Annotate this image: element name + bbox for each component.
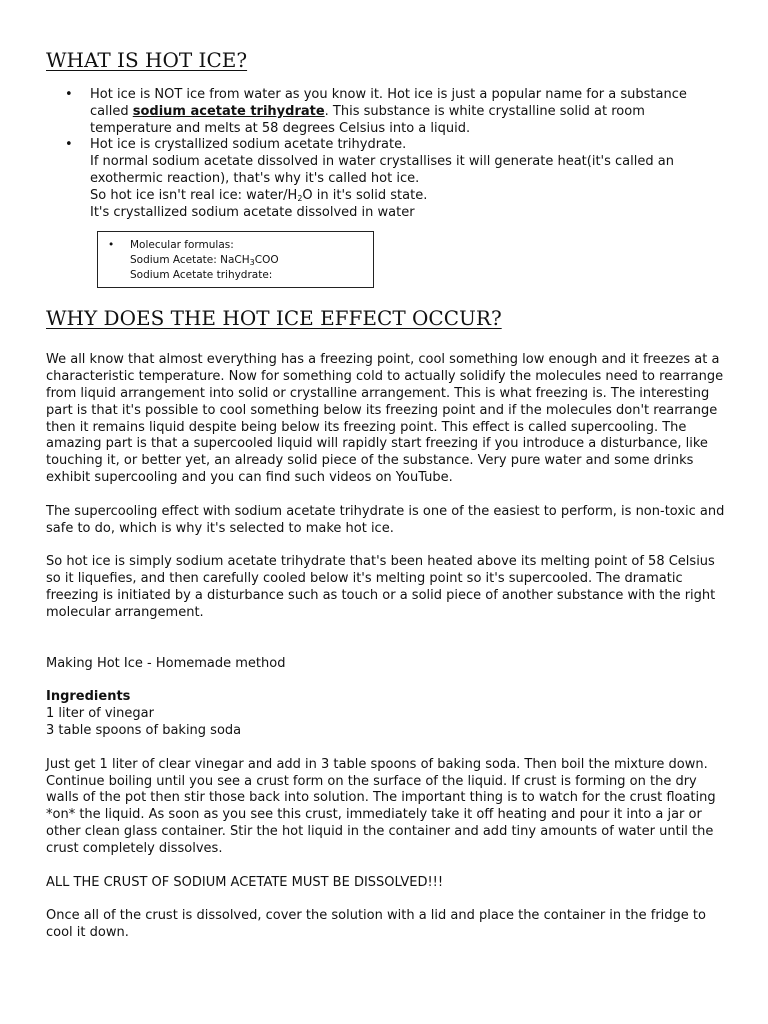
section-title-what-is-hot-ice: WHAT IS HOT ICE? [46,48,248,72]
bullet2-line-1: • Hot ice is crystallized sodium acetate trihydrate. [90,137,407,153]
ingredient-baking-soda: 3 table spoons of baking soda [46,722,242,738]
formula-list [130,238,279,283]
molecular-formulas-box [97,231,374,288]
formula-acetate-subscript: 3 [249,258,255,268]
method-instructions-paragraph: Just get 1 liter of clear vinegar and add in 3 table spoons of baking soda. Then boil the mixture down. Continue boiling until you see a crust form on the surface of the liquid. If crust is forming on the dry walls of the pot then stir those back into solution. The important thing is to watch for the crust floating *on* the liquid. As soon as you see this crust, immediately take it off heating and pour it into a jar or other clean glass container. Stir the hot liquid in the container and add tiny amounts of water until the crust completely dissolves. [46,756,716,856]
bullet2-line-3 [90,188,726,205]
water-subscript: 2 [297,193,303,203]
formula-label: • Molecular formulas: [130,239,234,252]
ingredients-heading: Ingredients [46,689,131,705]
hot-ice-summary-paragraph: So hot ice is simply sodium acetate trihydrate that's been heated above its melting point of 58 Celsius so it liquefies, and then carefully cooled below it's melting point so it's supercooled. The dramatic freezing is initiated by a disturbance such as touch or a solid piece of another substance with the right molecular arrangement. [46,554,716,620]
bullet1-text-before: Hot ice is NOT ice from water as you know it. Hot ice is just a popular name for a substance called [90,87,687,119]
hot-ice-bullet-list [46,87,726,221]
homemade-method-subtitle: Making Hot Ice - Homemade method [46,655,286,671]
bullet2-line-3-after: O in it's solid state. [302,187,428,203]
formula-acetate-before: Sodium Acetate: NaCH [130,254,250,267]
bullet-item-definition [46,87,726,137]
section-title-why-effect: WHY DOES THE HOT ICE EFFECT OCCUR? [46,306,502,331]
sodium-acetate-trihydrate-emphasis: sodium acetate trihydrate [132,103,325,119]
bullet2-line-3-before: So hot ice isn't real ice: water/H [90,187,298,203]
bullet2-line-4: It's crystallized sodium acetate dissolved in water [90,204,415,220]
formula-list-item [130,238,279,283]
document-page [46,40,726,942]
bullet2-line-2: If normal sodium acetate dissolved in water crystallises it will generate heat(it's called an exothermic reaction), that's why it's called hot ice. [90,154,674,186]
bullet-item-crystallized [46,137,726,221]
formula-trihydrate: Sodium Acetate trihydrate: [130,269,273,282]
ingredient-vinegar: 1 liter of vinegar [46,706,154,722]
supercooling-paragraph: We all know that almost everything has a freezing point, cool something low enough and it freezes at a characteristic temperature. Now for something cold to actually solidify the molecules need to rearrange from liquid arrangement into solid or crystalline arrangement. This is what freezing is. The interesting part is that it's possible to cool something below its freezing point and if the molecules don't rearrange then it remains liquid despite being below its freezing point. This effect is called supercooling. The amazing part is that a supercooled liquid will rapidly start freezing if you introduce a disturbance, like touching it, or better yet, an already solid piece of the substance. Very pure water and some drinks exhibit supercooling and you can find such videos on YouTube. [46,352,724,485]
crust-warning: ALL THE CRUST OF SODIUM ACETATE MUST BE DISSOLVED!!! [46,874,444,890]
bullet1-text-after: . This substance is white crystalline solid at room temperature and melts at 58 degrees Celsius into a liquid. [90,103,645,136]
formula-acetate-after: COO [254,254,279,267]
formula-sodium-acetate [130,253,279,268]
easiest-to-perform-paragraph: The supercooling effect with sodium acetate trihydrate is one of the easiest to perform, is non-toxic and safe to do, which is why it's selected to make hot ice. [46,503,725,536]
cooling-instructions-paragraph: Once all of the crust is dissolved, cover the solution with a lid and place the container in the fridge to cool it down. [46,908,706,941]
